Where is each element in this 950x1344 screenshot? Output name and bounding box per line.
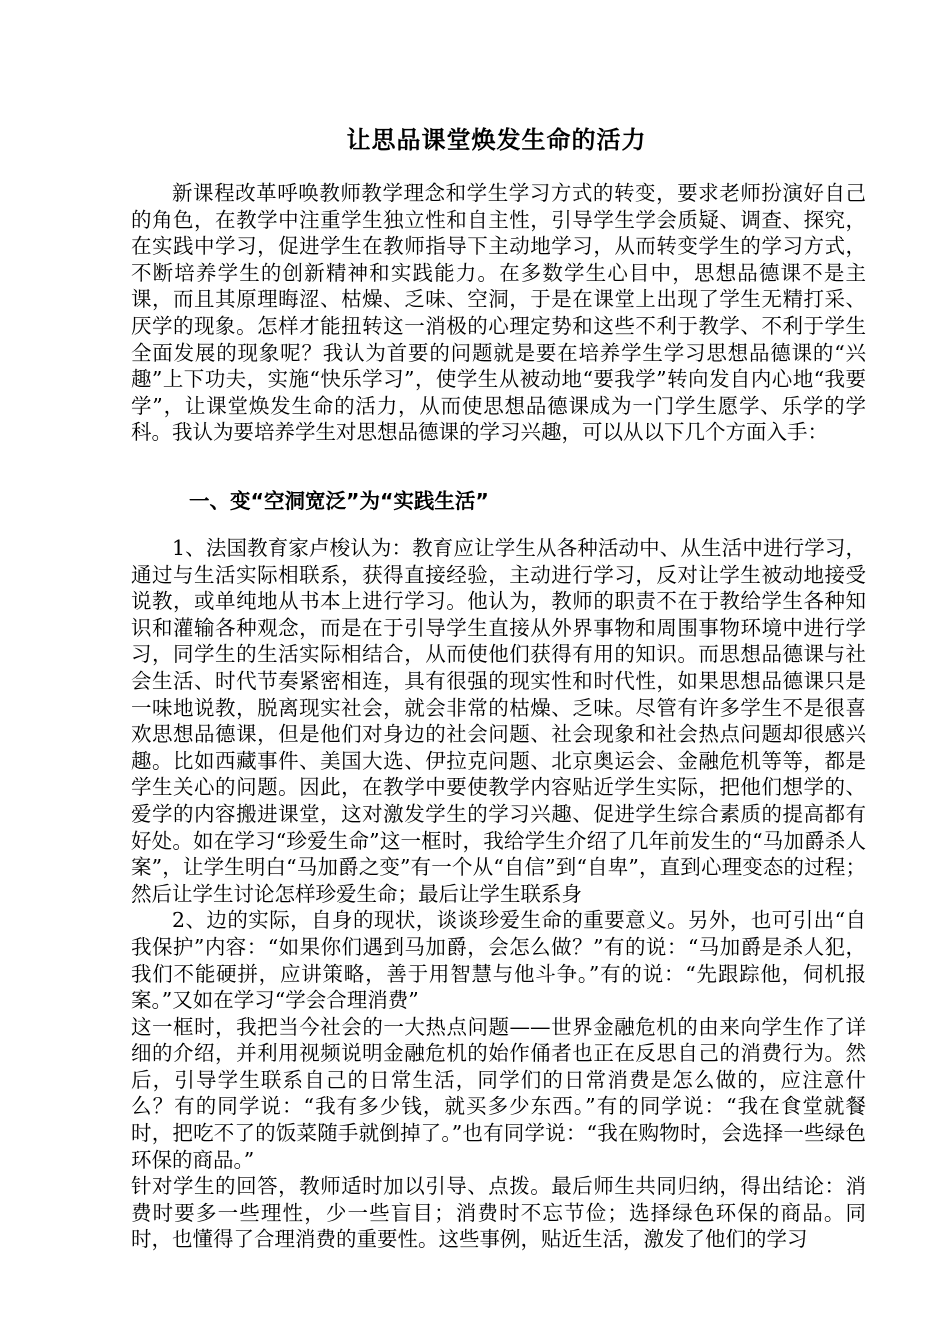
paragraph-1: 1、法国教育家卢梭认为：教育应让学生从各种活动中、从生活中进行学习，通过与生活实际相联系，获得直接经验，主动进行学习，反对让学生被动地接受说教，或单纯地从书本上进行学习。他认为，教师的职责不在于教给学生各种知识和灌输各种观念，而是在于引导学生直接从外界事物和周围事物环境中进行学习，同学生的生活实际相结合，从而使他们获得有用的知识。而思想品德课与社会生活、时代节奏紧密相连，具有很强的现实性和时代性，如果思想品德课只是一味地说教，脱离现实社会，就会非常的枯燥、乏味。尽管有许多学生不是很喜欢思想品德课，但是他们对身边的社会问题、社会现象和社会热点问题却很感兴趣。比如西藏事件、美国大选、伊拉克问题、北京奥运会、金融危机等等，都是学生关心的问题。因此，在教学中要使教学内容贴近学生实际，把他们想学的、爱学的内容搬进课堂，这对激发学生的学习兴趣、促进学生综合素质的提高都有好处。如在学习“珍爱生命”这一框时，我给学生介绍了几年前发生的“马加爵杀人案”，让学生明白“马加爵之变”有一个从“自信”到“自卑”，直到心理变态的过程；然后让学生讨论怎样珍爱生命；最后让学生联系身 bbox=[131, 536, 866, 906]
paragraph-2: 2、边的实际，自身的现状，谈谈珍爱生命的重要意义。另外，也可引出“自我保护”内容：“如果你们遇到马加爵，会怎么做？”有的说：“马加爵是杀人犯，我们不能硬拼，应讲策略，善于用智慧与他斗争。”有的说：“先跟踪他，伺机报案。”又如在学习“学会合理消费” bbox=[131, 908, 866, 1013]
intro-paragraph-text: 新课程改革呼唤教师教学理念和学生学习方式的转变，要求老师扮演好自己的角色，在教学中注重学生独立性和自主性，引导学生学会质疑、调查、探究，在实践中学习，促进学生在教师指导下主动地学习，从而转变学生的学习方式，不断培养学生的创新精神和实践能力。在多数学生心目中，思想品德课不是主课，而且其原理晦涩、枯燥、乏味、空洞，于是在课堂上出现了学生无精打采、厌学的现象。怎样才能扭转这一消极的心理定势和这些不利于教学、不利于学生全面发展的现象呢？我认为首要的问题就是要在培养学生学习思想品德课的“兴趣”上下功夫，实施“快乐学习”，使学生从被动地“要我学”转向发自内心地“我要学”，让课堂焕发生命的活力，从而使思想品德课成为一门学生愿学、乐学的学科。我认为要培养学生对思想品德课的学习兴趣，可以从以下几个方面入手： bbox=[131, 181, 866, 445]
intro-paragraph bbox=[131, 180, 866, 446]
section-body bbox=[131, 535, 866, 1253]
section-heading: 一、变“空洞宽泛”为“实践生活” bbox=[189, 489, 489, 513]
paragraph-3: 这一框时，我把当今社会的一大热点问题——世界金融危机的由来向学生作了详细的介绍，并利用视频说明金融危机的始作俑者也正在反思自己的消费行为。然后，引导学生联系自己的日常生活，同学们的日常消费是怎么做的，应注意什么？有的同学说：“我有多少钱，就买多少东西。”有的同学说：“我在食堂就餐时，把吃不了的饭菜随手就倒掉了。”也有同学说：“我在购物时，会选择一些绿色环保的商品。” bbox=[131, 1014, 866, 1172]
paragraph-4: 针对学生的回答，教师适时加以引导、点拨。最后师生共同归纳，得出结论：消费时要多一些理性，少一些盲目；消费时不忘节俭；选择绿色环保的商品。同时，也懂得了合理消费的重要性。这些事例，贴近生活，激发了他们的学习 bbox=[131, 1174, 866, 1252]
document-title: 让思品课堂焕发生命的活力 bbox=[346, 125, 647, 154]
